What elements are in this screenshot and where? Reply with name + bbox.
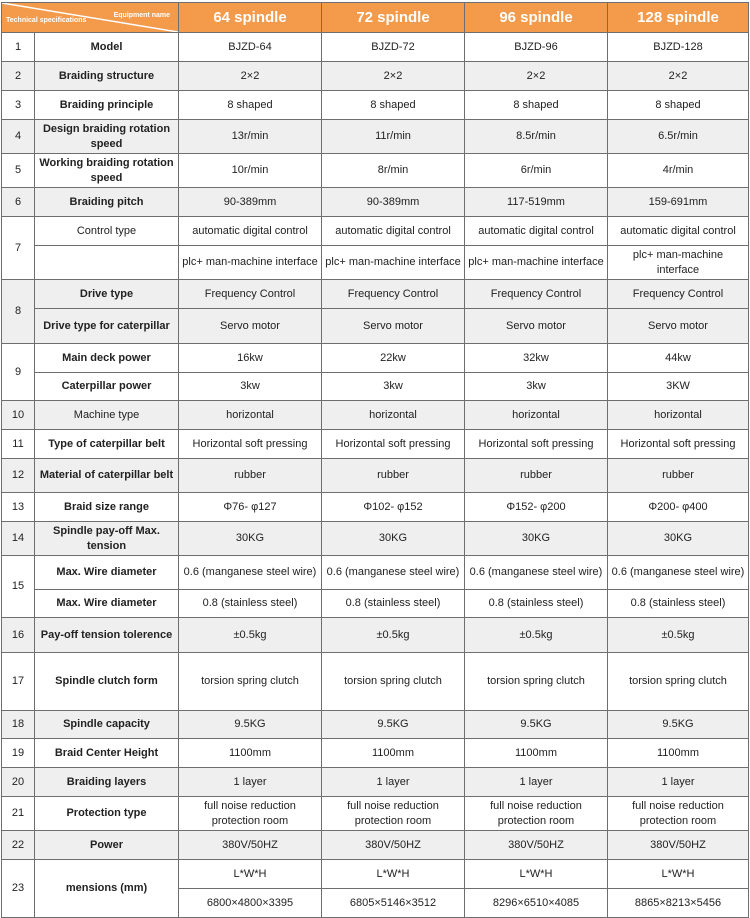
- technical-specifications-label: Technical specifications: [6, 17, 87, 24]
- cell-value: 380V/50HZ: [322, 831, 465, 860]
- cell-value: L*W*H: [322, 860, 465, 889]
- parameter-label: Braiding principle: [35, 91, 179, 120]
- cell-value: Φ200- φ400: [608, 493, 749, 522]
- cell-value: 8 shaped: [608, 91, 749, 120]
- table-row: [2, 33, 749, 62]
- corner-header: [2, 3, 179, 33]
- cell-value: Frequency Control: [465, 280, 608, 309]
- cell-value: 3kw: [465, 373, 608, 401]
- table-row: [2, 768, 749, 797]
- cell-value: 9.5KG: [179, 711, 322, 739]
- row-number: 14: [2, 522, 35, 556]
- cell-value: Servo motor: [465, 309, 608, 344]
- column-header: 128 spindle: [608, 3, 749, 33]
- cell-value: 8 shaped: [322, 91, 465, 120]
- parameter-label: [35, 246, 179, 280]
- cell-value: automatic digital control: [465, 217, 608, 246]
- table-row: [2, 590, 749, 618]
- table-row: [2, 831, 749, 860]
- column-header: 72 spindle: [322, 3, 465, 33]
- cell-value: 380V/50HZ: [608, 831, 749, 860]
- row-number: 21: [2, 797, 35, 831]
- cell-value: 1 layer: [179, 768, 322, 797]
- cell-value: 8865×8213×5456: [608, 889, 749, 918]
- cell-value: 3kw: [179, 373, 322, 401]
- cell-value: 9.5KG: [608, 711, 749, 739]
- cell-value: BJZD-64: [179, 33, 322, 62]
- cell-value: 90-389mm: [322, 188, 465, 217]
- parameter-label: Spindle capacity: [35, 711, 179, 739]
- row-number: 9: [2, 344, 35, 401]
- cell-value: torsion spring clutch: [322, 653, 465, 711]
- cell-value: 3kw: [322, 373, 465, 401]
- cell-value: ±0.5kg: [608, 618, 749, 653]
- cell-value: Φ152- φ200: [465, 493, 608, 522]
- row-number: 6: [2, 188, 35, 217]
- row-number: 23: [2, 860, 35, 918]
- row-number: 16: [2, 618, 35, 653]
- cell-value: 1 layer: [608, 768, 749, 797]
- parameter-label: Model: [35, 33, 179, 62]
- row-number: 19: [2, 739, 35, 768]
- cell-value: Horizontal soft pressing: [608, 430, 749, 459]
- cell-value: ±0.5kg: [322, 618, 465, 653]
- cell-value: 32kw: [465, 344, 608, 373]
- row-number: 2: [2, 62, 35, 91]
- cell-value: rubber: [179, 459, 322, 493]
- table-row: [2, 217, 749, 246]
- cell-value: 0.8 (stainless steel): [322, 590, 465, 618]
- cell-value: Horizontal soft pressing: [465, 430, 608, 459]
- parameter-label: mensions (mm): [35, 860, 179, 918]
- parameter-label: Design braiding rotation speed: [35, 120, 179, 154]
- cell-value: 2×2: [179, 62, 322, 91]
- cell-value: torsion spring clutch: [465, 653, 608, 711]
- cell-value: 0.8 (stainless steel): [608, 590, 749, 618]
- cell-value: 2×2: [322, 62, 465, 91]
- parameter-label: Type of caterpillar belt: [35, 430, 179, 459]
- cell-value: 30KG: [179, 522, 322, 556]
- parameter-label: Power: [35, 831, 179, 860]
- cell-value: 0.6 (manganese steel wire): [465, 556, 608, 590]
- cell-value: horizontal: [322, 401, 465, 430]
- parameter-label: Braid size range: [35, 493, 179, 522]
- cell-value: 8r/min: [322, 154, 465, 188]
- cell-value: 0.8 (stainless steel): [179, 590, 322, 618]
- cell-value: 8296×6510×4085: [465, 889, 608, 918]
- cell-value: Φ76- φ127: [179, 493, 322, 522]
- row-number: 18: [2, 711, 35, 739]
- table-row: [2, 120, 749, 154]
- table-row: [2, 309, 749, 344]
- cell-value: 9.5KG: [465, 711, 608, 739]
- cell-value: BJZD-128: [608, 33, 749, 62]
- parameter-label: Braiding structure: [35, 62, 179, 91]
- cell-value: 30KG: [465, 522, 608, 556]
- row-number: 22: [2, 831, 35, 860]
- table-row: [2, 653, 749, 711]
- cell-value: 1 layer: [465, 768, 608, 797]
- cell-value: 22kw: [322, 344, 465, 373]
- row-number: 10: [2, 401, 35, 430]
- row-number: 13: [2, 493, 35, 522]
- cell-value: Frequency Control: [179, 280, 322, 309]
- parameter-label: Control type: [35, 217, 179, 246]
- row-number: 7: [2, 217, 35, 280]
- cell-value: 0.8 (stainless steel): [465, 590, 608, 618]
- row-number: 20: [2, 768, 35, 797]
- table-row: [2, 154, 749, 188]
- row-number: 12: [2, 459, 35, 493]
- table-row: [2, 401, 749, 430]
- cell-value: 6r/min: [465, 154, 608, 188]
- table-row: [2, 739, 749, 768]
- parameter-label: Drive type: [35, 280, 179, 309]
- cell-value: Frequency Control: [608, 280, 749, 309]
- table-row: [2, 188, 749, 217]
- cell-value: full noise reduction protection room: [465, 797, 608, 831]
- table-row: [2, 246, 749, 280]
- parameter-label: Max. Wire diameter: [35, 590, 179, 618]
- table-row: [2, 280, 749, 309]
- parameter-label: Material of caterpillar belt: [35, 459, 179, 493]
- cell-value: 6.5r/min: [608, 120, 749, 154]
- cell-value: 0.6 (manganese steel wire): [179, 556, 322, 590]
- cell-value: 16kw: [179, 344, 322, 373]
- cell-value: horizontal: [608, 401, 749, 430]
- cell-value: L*W*H: [179, 860, 322, 889]
- column-header: 64 spindle: [179, 3, 322, 33]
- parameter-label: Braiding pitch: [35, 188, 179, 217]
- cell-value: ±0.5kg: [465, 618, 608, 653]
- cell-value: 117-519mm: [465, 188, 608, 217]
- parameter-label: Pay-off tension tolerence: [35, 618, 179, 653]
- table-row: [2, 344, 749, 373]
- row-number: 5: [2, 154, 35, 188]
- cell-value: plc+ man-machine interface: [608, 246, 749, 280]
- cell-value: L*W*H: [608, 860, 749, 889]
- parameter-label: Caterpillar power: [35, 373, 179, 401]
- cell-value: 1100mm: [465, 739, 608, 768]
- cell-value: automatic digital control: [179, 217, 322, 246]
- table-row: [2, 860, 749, 889]
- cell-value: torsion spring clutch: [179, 653, 322, 711]
- cell-value: 13r/min: [179, 120, 322, 154]
- table-row: [2, 618, 749, 653]
- row-number: 3: [2, 91, 35, 120]
- cell-value: 10r/min: [179, 154, 322, 188]
- cell-value: BJZD-72: [322, 33, 465, 62]
- parameter-label: Main deck power: [35, 344, 179, 373]
- parameter-label: Drive type for caterpillar: [35, 309, 179, 344]
- table-row: [2, 711, 749, 739]
- table-row: [2, 373, 749, 401]
- cell-value: plc+ man-machine interface: [465, 246, 608, 280]
- cell-value: ±0.5kg: [179, 618, 322, 653]
- table-row: [2, 556, 749, 590]
- table-row: [2, 62, 749, 91]
- cell-value: Servo motor: [608, 309, 749, 344]
- row-number: 4: [2, 120, 35, 154]
- cell-value: horizontal: [179, 401, 322, 430]
- row-number: 15: [2, 556, 35, 618]
- cell-value: L*W*H: [465, 860, 608, 889]
- cell-value: full noise reduction protection room: [179, 797, 322, 831]
- cell-value: 8 shaped: [465, 91, 608, 120]
- cell-value: plc+ man-machine interface: [179, 246, 322, 280]
- cell-value: 1100mm: [322, 739, 465, 768]
- row-number: 1: [2, 33, 35, 62]
- parameter-label: Machine type: [35, 401, 179, 430]
- cell-value: 380V/50HZ: [179, 831, 322, 860]
- cell-value: Frequency Control: [322, 280, 465, 309]
- cell-value: 1100mm: [179, 739, 322, 768]
- column-header: 96 spindle: [465, 3, 608, 33]
- table-row: [2, 493, 749, 522]
- row-number: 8: [2, 280, 35, 344]
- cell-value: BJZD-96: [465, 33, 608, 62]
- cell-value: 0.6 (manganese steel wire): [322, 556, 465, 590]
- cell-value: rubber: [608, 459, 749, 493]
- cell-value: 30KG: [608, 522, 749, 556]
- cell-value: 159-691mm: [608, 188, 749, 217]
- parameter-label: Braid Center Height: [35, 739, 179, 768]
- row-number: 11: [2, 430, 35, 459]
- spec-table: [1, 2, 749, 918]
- cell-value: Servo motor: [179, 309, 322, 344]
- cell-value: plc+ man-machine interface: [322, 246, 465, 280]
- cell-value: 11r/min: [322, 120, 465, 154]
- cell-value: Horizontal soft pressing: [322, 430, 465, 459]
- cell-value: 9.5KG: [322, 711, 465, 739]
- parameter-label: Protection type: [35, 797, 179, 831]
- parameter-label: Spindle clutch form: [35, 653, 179, 711]
- cell-value: 6805×5146×3512: [322, 889, 465, 918]
- table-row: [2, 430, 749, 459]
- parameter-label: Working braiding rotation speed: [35, 154, 179, 188]
- cell-value: full noise reduction protection room: [322, 797, 465, 831]
- cell-value: Servo motor: [322, 309, 465, 344]
- cell-value: 90-389mm: [179, 188, 322, 217]
- cell-value: automatic digital control: [322, 217, 465, 246]
- equipment-name-label: Equipment name: [113, 12, 170, 19]
- table-row: [2, 522, 749, 556]
- cell-value: Φ102- φ152: [322, 493, 465, 522]
- cell-value: 44kw: [608, 344, 749, 373]
- table-row: [2, 797, 749, 831]
- cell-value: 30KG: [322, 522, 465, 556]
- cell-value: Horizontal soft pressing: [179, 430, 322, 459]
- parameter-label: Max. Wire diameter: [35, 556, 179, 590]
- cell-value: 3KW: [608, 373, 749, 401]
- cell-value: 8 shaped: [179, 91, 322, 120]
- cell-value: rubber: [465, 459, 608, 493]
- cell-value: torsion spring clutch: [608, 653, 749, 711]
- cell-value: rubber: [322, 459, 465, 493]
- table-row: [2, 91, 749, 120]
- cell-value: automatic digital control: [608, 217, 749, 246]
- cell-value: 1100mm: [608, 739, 749, 768]
- cell-value: horizontal: [465, 401, 608, 430]
- parameter-label: Spindle pay-off Max. tension: [35, 522, 179, 556]
- cell-value: 2×2: [608, 62, 749, 91]
- cell-value: full noise reduction protection room: [608, 797, 749, 831]
- cell-value: 4r/min: [608, 154, 749, 188]
- cell-value: 6800×4800×3395: [179, 889, 322, 918]
- cell-value: 2×2: [465, 62, 608, 91]
- table-row: [2, 459, 749, 493]
- row-number: 17: [2, 653, 35, 711]
- cell-value: 8.5r/min: [465, 120, 608, 154]
- parameter-label: Braiding layers: [35, 768, 179, 797]
- cell-value: 0.6 (manganese steel wire): [608, 556, 749, 590]
- cell-value: 380V/50HZ: [465, 831, 608, 860]
- cell-value: 1 layer: [322, 768, 465, 797]
- header-row: [2, 3, 749, 33]
